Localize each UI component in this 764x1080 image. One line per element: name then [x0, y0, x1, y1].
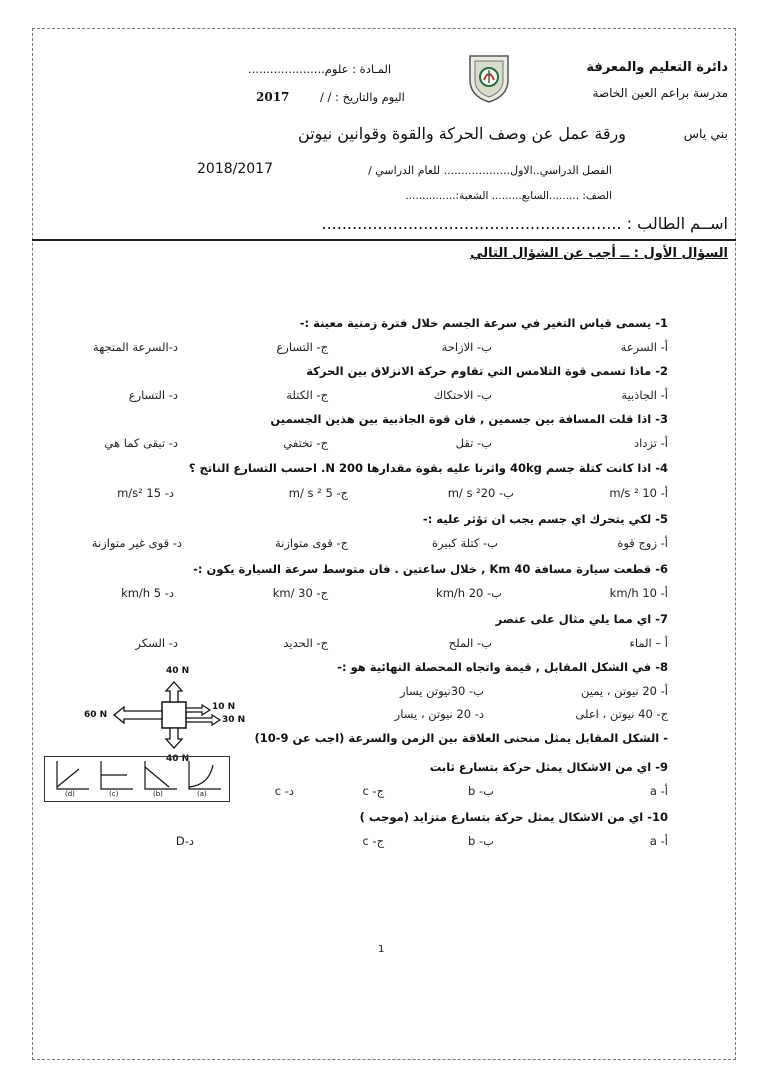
grade-line: الصف: .........السابع......... الشعبة:............... [405, 190, 612, 202]
question-7: 7- اي مما يلي مثال على عنصر [495, 612, 668, 626]
question-8: 8- في الشكل المقابل , قيمة واتجاه المحصلة النهائية هو :- [337, 660, 668, 674]
header-divider [32, 239, 736, 241]
q8-option-c: ج- 40 نيوتن ، اعلى [575, 707, 668, 721]
q1-option-d: د-السرعة المتجهة [93, 340, 178, 354]
semester-line: الفصل الدراسي..الاول................... للعام الدراسي / [368, 164, 612, 177]
q3-option-b: ب- تقل [455, 436, 492, 450]
worksheet-title: ورقة عمل عن وصف الحركة والقوة وقوانين نيوتن [298, 124, 626, 143]
city-name: بني ياس [683, 126, 728, 141]
date-label: اليوم والتاريخ : / / [320, 90, 405, 104]
force-right1-label: 10 N [212, 702, 236, 712]
graph-label-b: (b) [153, 790, 163, 798]
school-logo [466, 52, 512, 104]
q1-option-a: أ- السرعة [620, 340, 668, 354]
graph-label-d: (d) [65, 790, 75, 798]
q6-option-b: ب- km/h 20 [436, 586, 502, 600]
q2-option-c: ج- الكتلة [286, 388, 328, 402]
page-number: 1 [378, 944, 385, 955]
force-top-label: 40 N [166, 666, 190, 676]
subject-line: المـادة : علوم..................... [248, 62, 392, 76]
q5-option-d: د- قوى غير متوازنة [91, 536, 182, 550]
force-bottom-label: 40 N [166, 754, 190, 764]
section-title: السؤال الأول : ــ أجب عن الشؤال التالي [470, 246, 728, 261]
q2-option-b: ب- الاحتكاك [433, 388, 492, 402]
question-2: 2- ماذا تسمى قوة التلامس التي تقاوم حركة الانزلاق بين الحركة [306, 364, 668, 378]
question-5: 5- لكي يتحرك اي جسم يجب ان تؤثر عليه :- [422, 512, 668, 526]
q1-option-c: ج- التسارع [276, 340, 328, 354]
q10-option-c: ج- c [362, 834, 384, 848]
q2-option-a: أ- الجاذبية [621, 388, 668, 402]
q6-option-d: د- km/h 5 [121, 586, 174, 600]
graph-label-a: (a) [197, 790, 207, 798]
force-right2-label: 30 N [222, 715, 246, 725]
graph-intro: - الشكل المقابل يمثل منحنى العلاقة بين الزمن والسرعة (اجب عن 9-10) [254, 731, 668, 745]
q3-option-d: د- تبقى كما هي [104, 436, 178, 450]
q10-option-d: د-D [175, 834, 194, 848]
question-3: 3- اذا قلت المسافة بين جسمين , فان قوة الجاذبية بين هذين الجسمين [270, 412, 668, 426]
q8-option-a: أ- 20 نيوتن ، يمين [581, 684, 668, 698]
school-name: مدرسة براعم العين الخاصة [592, 86, 728, 100]
q8-option-d: د- 20 نيوتن ، يسار [394, 707, 484, 721]
question-9: 9- اي من الاشكال يمثل حركة بتسارع ثابت [429, 760, 668, 774]
q10-option-a: أ- a [649, 834, 668, 848]
directorate-name: دائرة التعليم والمعرفة [586, 60, 728, 75]
school-year: 2018/2017 [197, 161, 273, 177]
q4-option-a: أ- m/s ² 10 [609, 486, 668, 500]
q9-option-d: د- c [274, 784, 294, 798]
q5-option-c: ج- قوى متوازنة [274, 536, 348, 550]
speed-time-graphs [44, 756, 230, 802]
question-4: 4- اذا كانت كتلة جسم 40kg واثرنا عليه بقوة مقدارها 200 N. احسب التسارع الناتج ؟ [188, 461, 668, 475]
q5-option-b: ب- كتلة كبيرة [432, 536, 498, 550]
q8-option-b: ب- 30نيوتن يسار [399, 684, 484, 698]
q3-option-c: ج- تختفي [283, 436, 328, 450]
question-10: 10- اي من الاشكال يمثل حركة بتسارع متزايد (موجب ) [359, 810, 668, 824]
graph-label-c: (c) [109, 790, 119, 798]
q7-option-b: ب- الملح [448, 636, 492, 650]
student-name-field: اســم الطالب : ........................................................... [321, 214, 728, 233]
q6-option-c: ج- km/ 30 [272, 586, 328, 600]
q2-option-d: د- التسارع [128, 388, 178, 402]
q1-option-b: ب- الازاحة [441, 340, 492, 354]
q3-option-a: أ- تزداد [634, 436, 668, 450]
q4-option-c: ج- m/ s ² 5 [288, 486, 348, 500]
q6-option-a: أ- km/h 10 [609, 586, 668, 600]
q7-option-c: ج- الحديد [283, 636, 328, 650]
q5-option-a: أ- زوج قوة [617, 536, 668, 550]
q4-option-b: ب- m/ s ²20 [447, 486, 514, 500]
q9-option-a: أ- a [649, 784, 668, 798]
q10-option-b: ب- b [468, 834, 494, 848]
date-year: 2017 [256, 90, 290, 104]
q9-option-c: ج- c [362, 784, 384, 798]
question-6: 6- قطعت سيارة مسافة Km 40 , خلال ساعتين . فان متوسط سرعة السيارة يكون :- [193, 562, 668, 576]
q7-option-d: د- السكر [135, 636, 178, 650]
q4-option-d: د- m/s² 15 [117, 486, 174, 500]
q7-option-a: أ – الماء [629, 636, 668, 650]
force-left-label: 60 N [84, 710, 108, 720]
question-1: 1- يسمى قياس التغير في سرعة الجسم خلال فترة زمنية معينة :- [299, 316, 668, 330]
q9-option-b: ب- b [468, 784, 494, 798]
